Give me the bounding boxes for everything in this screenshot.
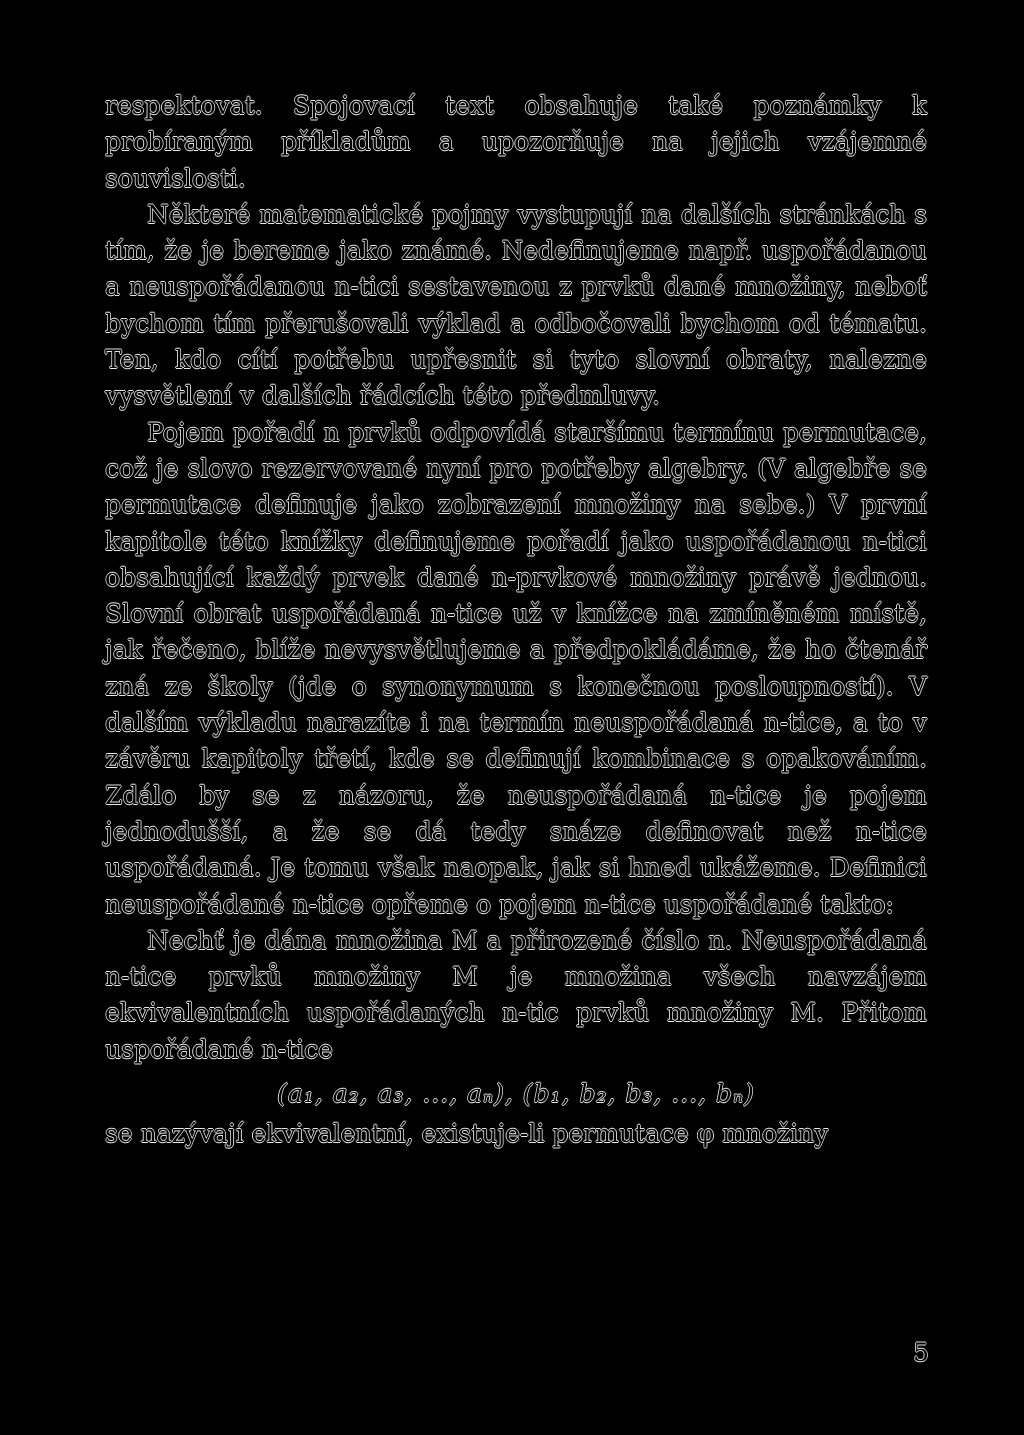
closing-line: se nazývají ekvivalentní, existuje-li permutace φ množiny bbox=[105, 1119, 829, 1149]
paragraph: Pojem pořadí n prvků odpovídá staršímu termínu permutace, což je slovo rezervované nyní pro potřeby algebry. (V algebře se permutace definuje jako zobrazení množiny na sebe.) V první kapitole této knížky definujeme pořadí jako uspořádanou n-tici obsahující každý prvek dané n-prvkové množiny právě jednou. Slovní obrat uspořádaná n-tice už v knížce na zmíněném místě, jak řečeno, blíže nevysvětlujeme a předpokládáme, že ho čtenář zná ze školy (jde o synonymum s konečnou posloupností). V dalším výkladu narazíte i na termín neuspořádaná n-tice, a to v závěru kapitoly třetí, kde se definují kombinace s opakováním. Zdálo by se z názoru, že neuspořádaná n-tice je pojem jednodušší, a že se dá tedy snáze definovat než n-tice uspořádaná. Je tomu však naopak, jak si hned ukážeme. Definici neuspořádané n-tice opřeme o pojem n-tice uspořádané takto: bbox=[105, 417, 927, 919]
formula-ntuples: (a₁, a₂, a₃, ..., aₙ), (b₁, b₂, b₃, ..., bₙ) bbox=[277, 1079, 755, 1109]
paragraph-definition: Nechť je dána množina M a přirozené číslo n. Neuspořádaná n-tice prvků množiny M je množina všech navzájem ekvivalentních uspořádaných n-tic prvků množiny M. Přitom uspořádané n-tice bbox=[105, 925, 927, 1064]
paragraph: Některé matematické pojmy vystupují na dalších stránkách s tím, že je bereme jako známé. Nedefinujeme např. uspořádanou a neuspořádanou n-tici sestavenou z prvků dané množiny, neboť bychom tím přerušovali výklad a odbočovali bychom od tématu. Ten, kdo cítí potřebu upřesnit si tyto slovní obraty, nalezne vysvětlení v dalších řádcích této předmluvy. bbox=[105, 199, 927, 411]
paragraph-continuation: respektovat. Spojovací text obsahuje také poznámky k probíraným příkladům a upozorňuje na jejich vzájemné souvislosti. bbox=[105, 91, 927, 193]
page-number: 5 bbox=[913, 1338, 929, 1367]
body-text bbox=[105, 88, 927, 1153]
